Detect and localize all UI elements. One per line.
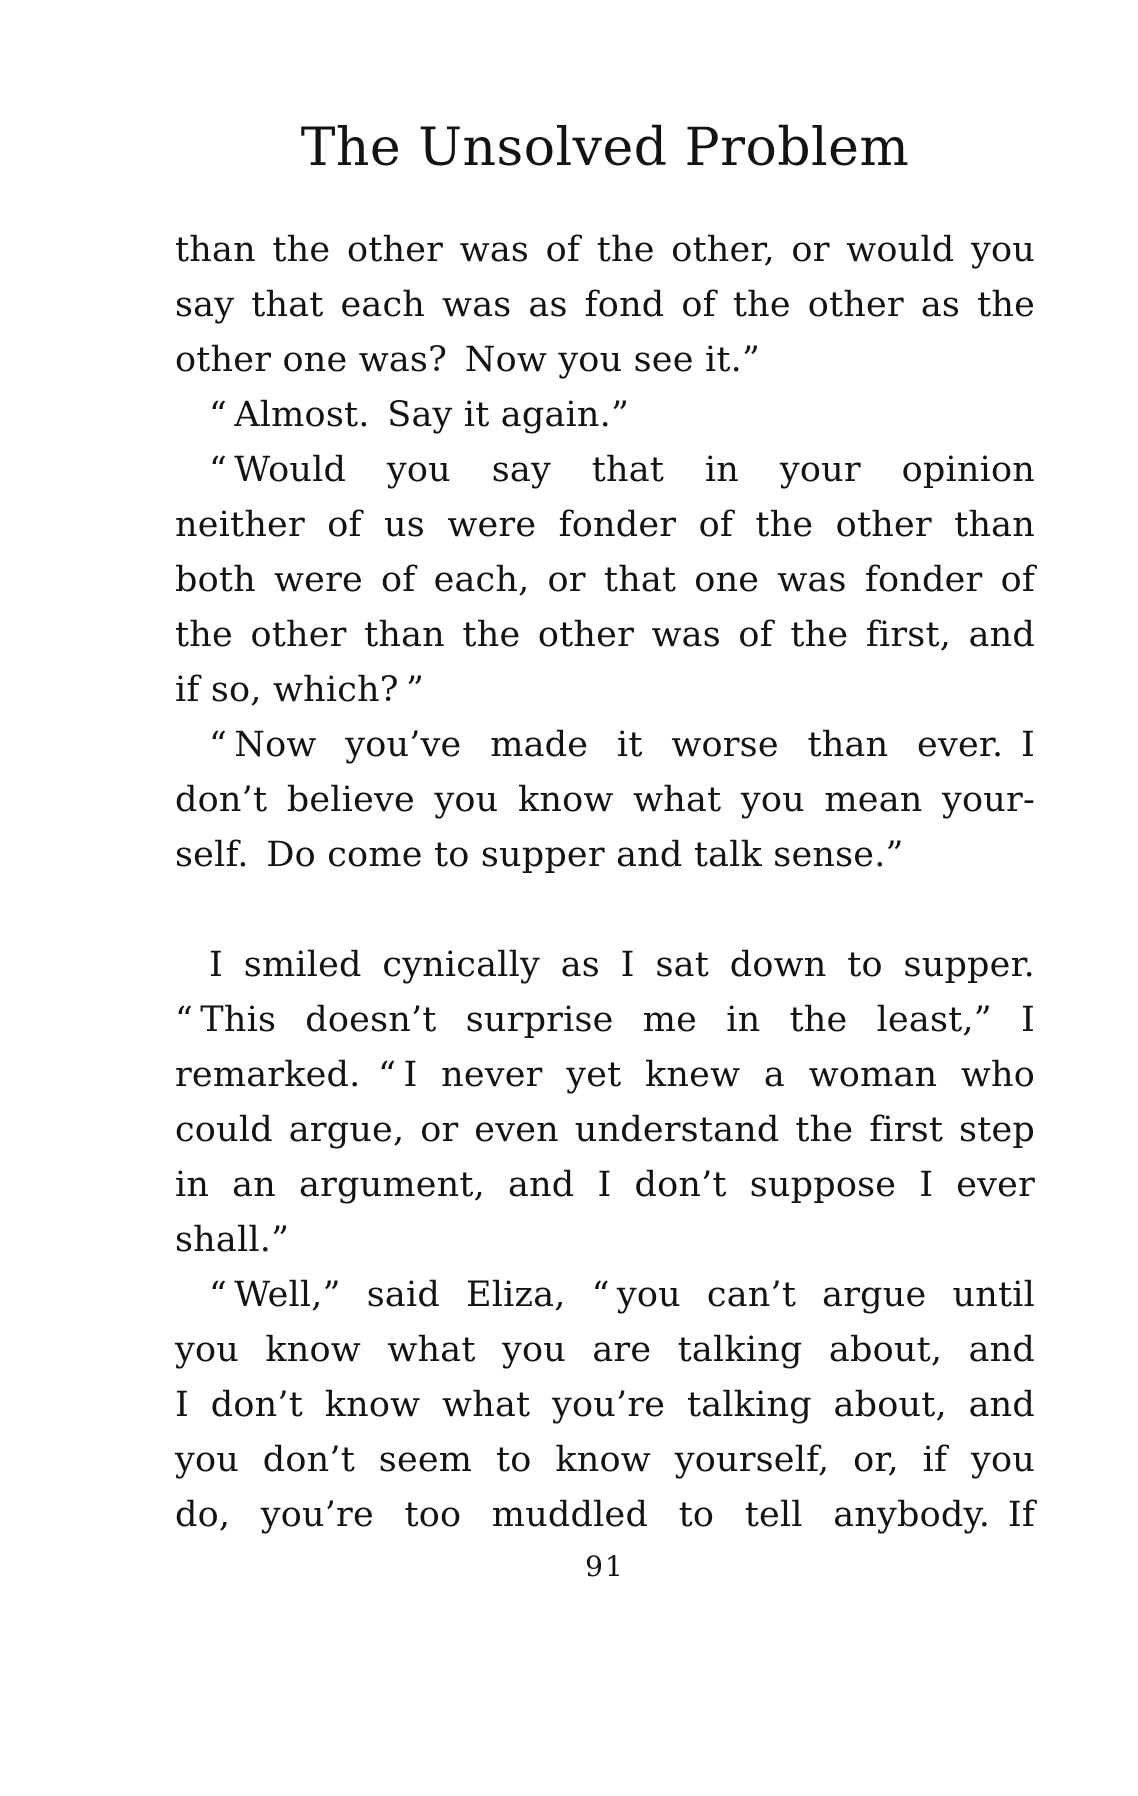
text-line: “ Now you’ve made it worse than ever. I (209, 725, 1035, 765)
text-line: say that each was as fond of the other as the (175, 285, 1035, 325)
text-line: I don’t know what you’re talking about, and (175, 1385, 1035, 1425)
text-line: you don’t seem to know yourself, or, if you (175, 1440, 1035, 1480)
text-line: “ Well,” said Eliza, “ you can’t argue until (209, 1275, 1035, 1315)
text-line: shall.” (175, 1220, 290, 1260)
text-line: than the other was of the other, or would you (175, 230, 1035, 270)
text-line: in an argument, and I don’t suppose I ever (175, 1165, 1035, 1205)
text-line: you know what you are talking about, and (175, 1330, 1035, 1370)
text-line: don’t believe you know what you mean your- (175, 780, 1035, 820)
text-line: self. Do come to supper and talk sense.” (175, 835, 904, 875)
text-line: I smiled cynically as I sat down to supper. (209, 945, 1035, 985)
page-title: The Unsolved Problem (300, 118, 910, 178)
text-line: neither of us were fonder of the other than (175, 505, 1035, 545)
text-line: other one was? Now you see it.” (175, 340, 761, 380)
text-line: the other than the other was of the first, and (175, 615, 1035, 655)
text-block (175, 223, 1035, 1543)
text-line: remarked. “ I never yet knew a woman who (175, 1055, 1035, 1095)
text-line: “ This doesn’t surprise me in the least,” I (175, 1000, 1035, 1040)
text-line: could argue, or even understand the first step (175, 1110, 1035, 1150)
text-line: do, you’re too muddled to tell anybody. If (175, 1495, 1035, 1535)
page-number: 91 (585, 1550, 625, 1583)
text-line: if so, which? ” (175, 670, 425, 710)
text-line: both were of each, or that one was fonder of (175, 560, 1035, 600)
text-line: “ Almost. Say it again.” (209, 395, 630, 435)
text-line: “ Would you say that in your opinion (209, 450, 1035, 490)
